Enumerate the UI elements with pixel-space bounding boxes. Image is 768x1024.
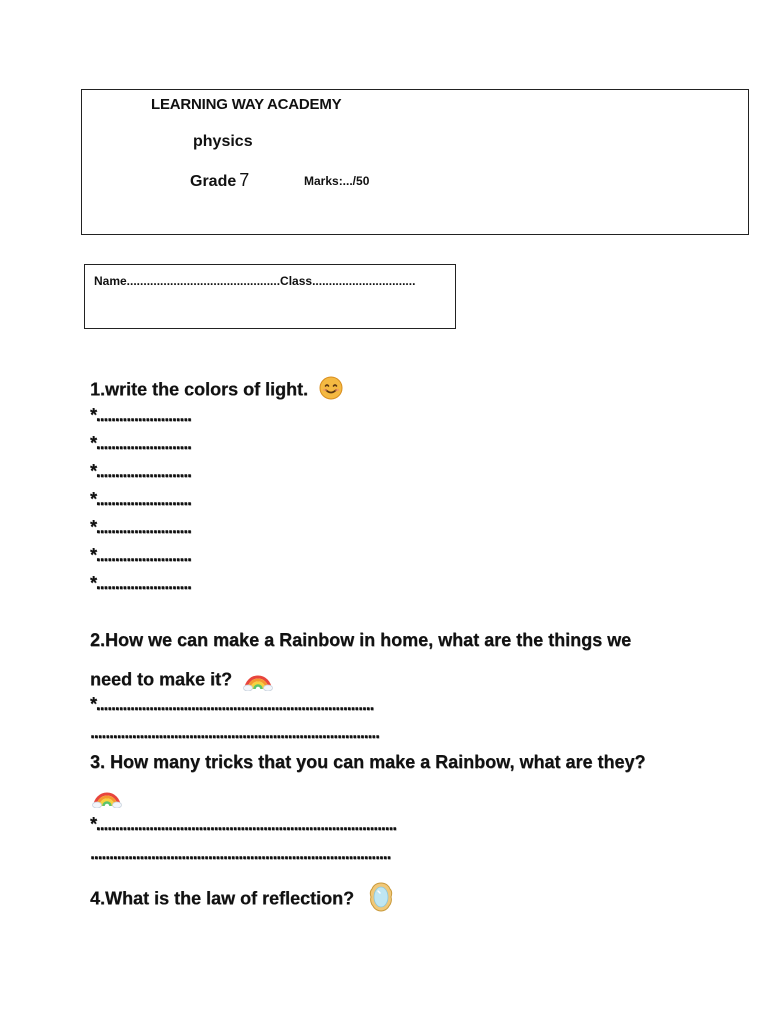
answer-line[interactable]: ............................................................................ <box>90 722 379 742</box>
question-1-text: 1.write the colors of light. <box>90 379 309 400</box>
rainbow-icon <box>243 665 273 696</box>
question-2-line-2 <box>90 665 273 696</box>
answer-line[interactable]: *......................... <box>90 489 191 509</box>
subject: physics <box>193 133 253 150</box>
answer-line[interactable]: ............................................................................... <box>90 843 391 863</box>
header-box <box>81 89 749 235</box>
question-4-text: 4.What is the law of reflection? <box>90 888 355 909</box>
question-2-text: need to make it? <box>90 669 233 690</box>
answer-line[interactable]: *......................... <box>90 517 191 537</box>
answer-line[interactable]: *......................... <box>90 433 191 453</box>
mirror-icon <box>369 882 393 917</box>
name-class-box[interactable] <box>84 264 456 329</box>
answer-line[interactable]: *......................................................................... <box>90 694 374 714</box>
rainbow-icon <box>92 782 122 813</box>
answer-line[interactable]: *......................... <box>90 545 191 565</box>
question-3-icon-row <box>90 782 122 813</box>
answer-line[interactable]: *............................................................................... <box>90 814 397 834</box>
name-class-line: Name..............................................Class............................... <box>94 274 416 288</box>
grade-label: Grade <box>190 173 237 190</box>
answer-line[interactable]: *......................... <box>90 573 191 593</box>
school-name: LEARNING WAY ACADEMY <box>151 96 342 113</box>
marks: Marks:.../50 <box>304 174 370 188</box>
grade-number: 7 <box>239 170 250 190</box>
question-4 <box>90 882 393 917</box>
smiling-face-icon <box>319 376 343 405</box>
answer-line[interactable]: *......................... <box>90 461 191 481</box>
question-3: 3. How many tricks that you can make a Rainbow, what are they? <box>90 752 646 772</box>
answer-line[interactable]: *......................... <box>90 405 191 425</box>
grade <box>190 170 249 191</box>
question-1 <box>90 376 343 405</box>
question-2-line-1: 2.How we can make a Rainbow in home, what are the things we <box>90 630 632 650</box>
